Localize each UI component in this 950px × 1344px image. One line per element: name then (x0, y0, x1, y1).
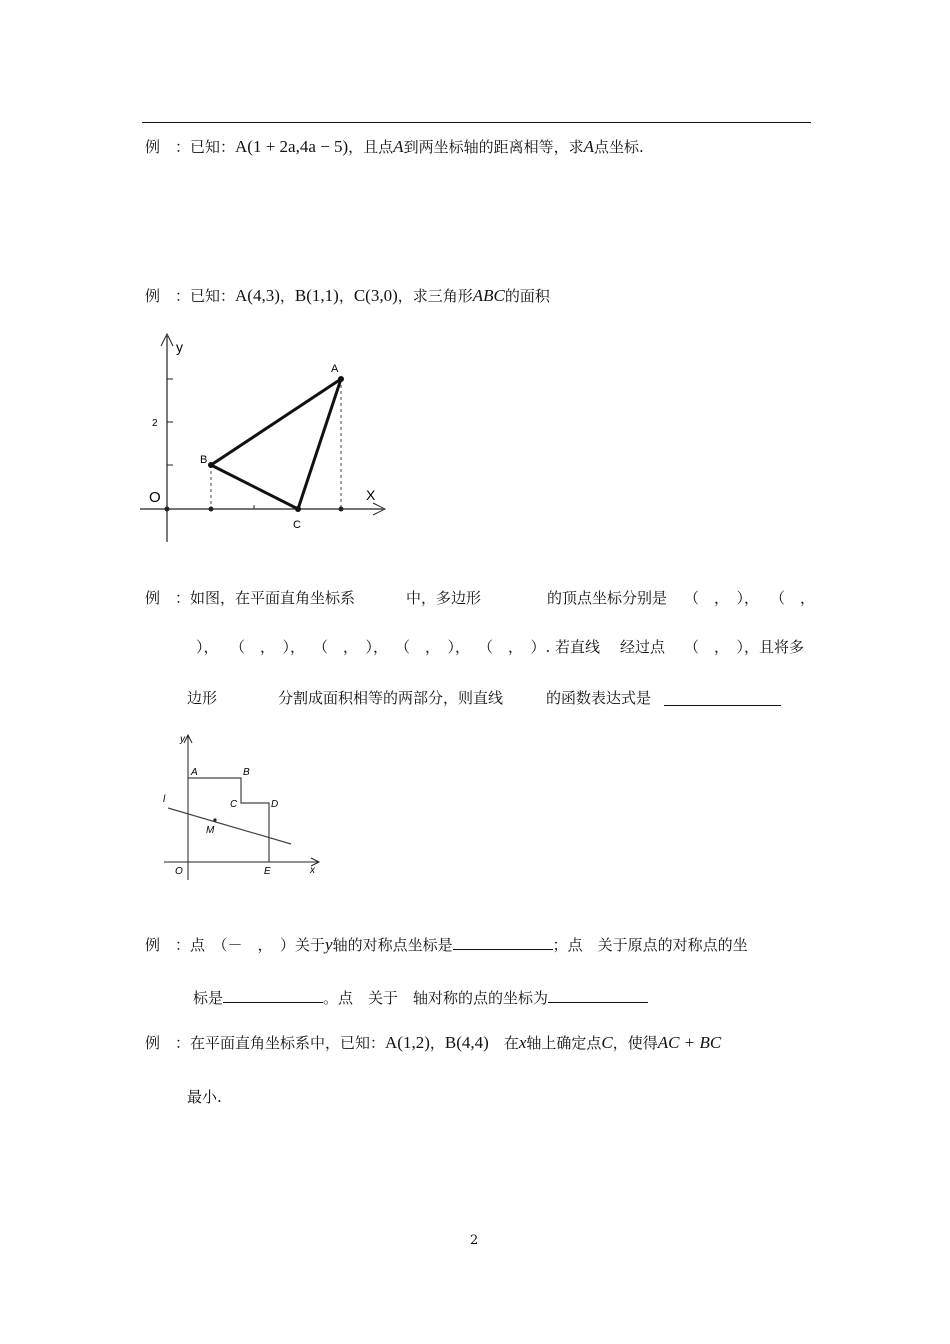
ex2-prefix: 例 ：已知： (145, 287, 236, 305)
fig1-point-a (338, 376, 344, 382)
ex2-sep2: ， (338, 287, 354, 305)
fig2-line-l (168, 808, 291, 844)
ex3-l3b: 分割成面积相等的两部分，则直线 (278, 689, 504, 707)
ex4-l1a-text: 例 ：点 （－ ， ）关于 (145, 936, 326, 954)
ex5-point-a: A(1,2) (385, 1033, 430, 1052)
ex5-expr: AC + BC (657, 1033, 722, 1052)
ex5-text: 在 (503, 1034, 519, 1052)
ex5-text3: ，使得 (612, 1034, 658, 1052)
page-number: 2 (470, 1233, 479, 1248)
fig2-y-label: y (180, 734, 185, 745)
ex3-l1a: 例 ：如图，在平面直角坐标系 (145, 589, 356, 607)
fig2-polygon (188, 778, 269, 862)
fig1-x4-dot (339, 507, 344, 512)
ex4-l1a (145, 933, 748, 956)
fig1-y-label: y (176, 339, 183, 355)
ex4-y: y (325, 935, 333, 954)
ex3-l2c: （ ， ）， (313, 638, 389, 656)
header-rule (142, 122, 811, 123)
ex2-point-a: A(4,3) (235, 286, 280, 305)
triangle-figure (135, 330, 395, 550)
ex1-text2: 到两坐标轴的距离相等，求 (403, 138, 584, 156)
ex4-l1b: 轴的对称点坐标是 (332, 936, 453, 954)
fig2-label-a: A (191, 767, 198, 778)
fig2-label-m: M (206, 825, 215, 836)
ex3-l2e: （ ， ）. 若直线 (478, 638, 601, 656)
fig2-label-c: C (230, 799, 238, 810)
ex1-point2: A (583, 137, 594, 156)
ex3-l2d: （ ， ）， (395, 638, 471, 656)
ex4-l1c: ；点 关于原点的对称点的坐 (552, 936, 748, 954)
fig2-line-label: l (163, 794, 166, 805)
ex1-point: A (393, 137, 404, 156)
fig1-label-b: B (200, 454, 208, 466)
fig1-origin-dot (165, 507, 170, 512)
ex2-triangle-name: ABC (472, 286, 505, 305)
ex2-text: 求三角形 (412, 287, 473, 305)
triangle-abc (211, 379, 341, 509)
ex2-text2: 的面积 (504, 287, 550, 305)
ex3-l3c: 的函数表达式是 (546, 689, 652, 707)
ex5-l1 (145, 1032, 721, 1054)
ex4-l2 (193, 986, 648, 1009)
fig1-origin-label: O (149, 489, 161, 506)
polygon-figure (158, 730, 328, 885)
ex3-l1b: 中，多边形 (406, 589, 482, 607)
ex2-sep1: ， (279, 287, 295, 305)
ex5-point-c: C (601, 1033, 613, 1052)
ex3-l2b: （ ， ）， (230, 638, 306, 656)
ex1-prefix: 例 ：已知： (145, 138, 236, 156)
ex1-sep: ， (348, 138, 364, 156)
ex4-l2a: 标是 (193, 989, 224, 1007)
fig1-x-label: X (366, 487, 376, 503)
ex5-l2: 最小. (187, 1088, 222, 1106)
ex2-point-c: C(3,0) (353, 286, 398, 305)
ex3-l2g: （ ， ），且将多 (684, 638, 805, 656)
ex5-point-b: B(4,4) (444, 1033, 489, 1052)
ex4-blank-2[interactable] (223, 986, 323, 1003)
fig2-x-label: x (310, 865, 315, 876)
ex2-sep3: ， (397, 287, 413, 305)
ex3-l3a: 边形 (187, 689, 218, 707)
fig1-point-b (208, 462, 214, 468)
ex4-blank-1[interactable] (453, 933, 553, 950)
ex3-l1c: 的顶点坐标分别是 (547, 589, 668, 607)
ex5-sep: ， (429, 1034, 445, 1052)
example-2 (145, 285, 550, 307)
fig2-point-m (213, 818, 216, 821)
ex1-text: 且点 (363, 138, 394, 156)
ex4-blank-3[interactable] (548, 986, 648, 1003)
fig2-label-b: B (243, 767, 250, 778)
fig1-label-c: C (293, 519, 301, 531)
fig2-origin: O (175, 866, 183, 877)
ex1-text3: 点坐标. (593, 138, 644, 156)
fig1-point-c (295, 506, 301, 512)
ex5-x: x (518, 1033, 527, 1052)
ex3-l1d: （ ， ）， (684, 589, 760, 607)
ex3-l1e: （ ， (770, 589, 816, 607)
fig2-label-e: E (264, 866, 271, 877)
ex2-point-b: B(1,1) (294, 286, 339, 305)
ex3-l2a: ）， (196, 638, 219, 656)
ex3-answer-blank[interactable] (664, 689, 781, 706)
fig2-label-d: D (271, 799, 279, 810)
fig1-label-a: A (331, 363, 339, 375)
example-1 (145, 136, 644, 158)
ex3-l2f: 经过点 (620, 638, 666, 656)
fig1-x1-dot (209, 507, 214, 512)
ex1-point-a-expr: A(1 + 2a,4a − 5) (235, 137, 349, 156)
fig1-tick-label: 2 (152, 418, 158, 429)
ex4-l2b: 。点 关于 轴对称的点的坐标为 (323, 989, 549, 1007)
ex5-prefix: 例 ：在平面直角坐标系中，已知： (145, 1034, 386, 1052)
ex5-text2: 轴上确定点 (526, 1034, 602, 1052)
